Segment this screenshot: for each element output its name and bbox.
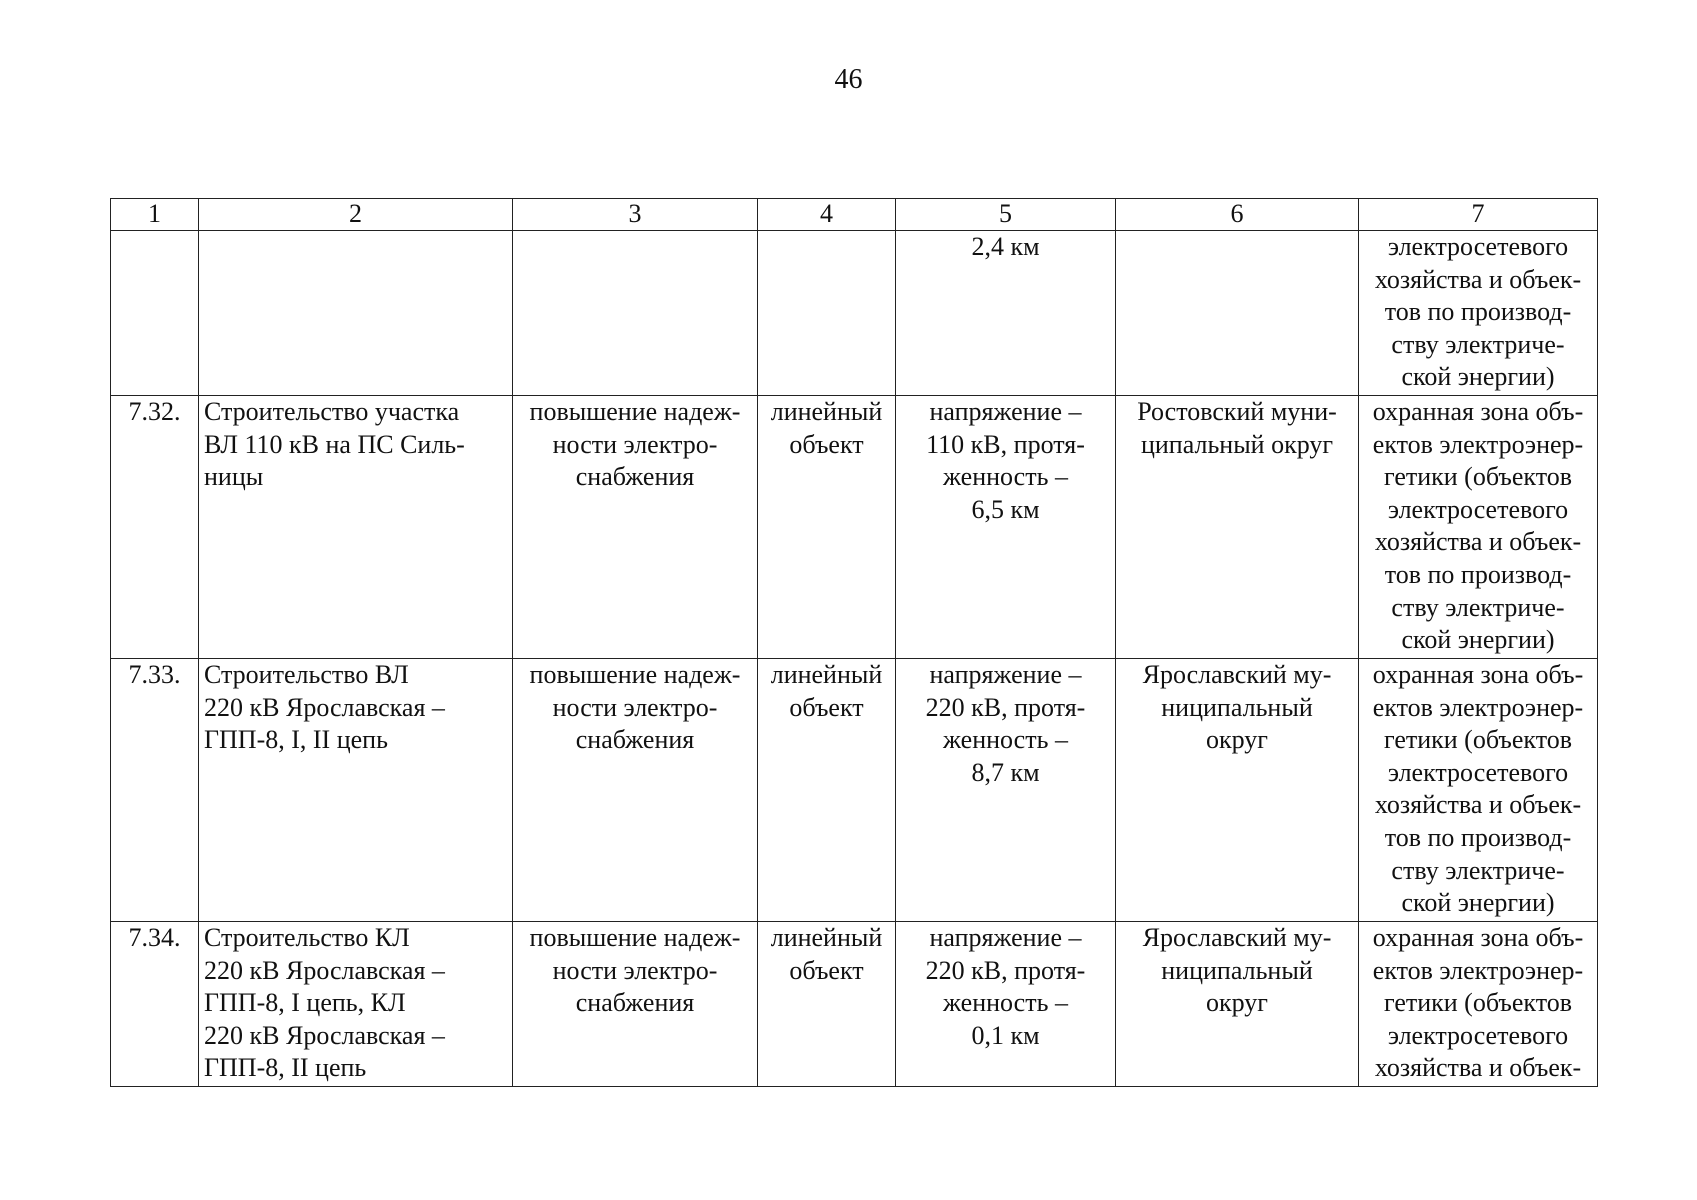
purpose-cell — [513, 922, 758, 1087]
zone-line: тов по производ- — [1384, 822, 1572, 852]
column-number-1: 1 — [111, 199, 199, 231]
specs-cell — [896, 231, 1116, 396]
page-number: 46 — [834, 64, 863, 95]
zone-line: ской энергии) — [1401, 888, 1555, 918]
name-line: 220 кВ Ярославская – — [204, 955, 445, 985]
type-line: линейный — [770, 923, 883, 952]
zone-line: охранная зона объ- — [1372, 660, 1584, 689]
name-line: ВЛ 110 кВ на ПС Силь- — [204, 429, 465, 459]
type-line: объект — [789, 429, 864, 459]
table-row — [111, 659, 1598, 922]
zone-line: ству электриче- — [1391, 329, 1565, 359]
name-line: Строительство участка — [204, 397, 460, 426]
name-line: 220 кВ Ярославская – — [204, 1020, 445, 1050]
column-number-4: 4 — [758, 199, 896, 231]
name-line: ницы — [204, 462, 264, 492]
zone-cell — [1359, 922, 1598, 1087]
purpose-line: повышение надеж- — [529, 397, 741, 426]
table-row — [111, 922, 1598, 1087]
purpose-line: ности электро- — [552, 429, 718, 459]
location-cell — [1116, 922, 1359, 1087]
object-type-cell — [758, 231, 896, 396]
object-name-cell — [199, 231, 513, 396]
location-line: округ — [1206, 725, 1268, 755]
name-line: ГПП-8, I, II цепь — [204, 725, 388, 755]
column-number-3: 3 — [513, 199, 758, 231]
object-type-cell — [758, 396, 896, 659]
name-line: ГПП-8, II цепь — [204, 1053, 367, 1083]
name-line: Строительство ВЛ — [204, 660, 409, 689]
column-number-2: 2 — [199, 199, 513, 231]
zone-line: хозяйства и объек- — [1374, 527, 1582, 557]
zone-line: гетики (объектов — [1384, 725, 1572, 755]
purpose-cell — [513, 659, 758, 922]
type-line: линейный — [770, 660, 883, 689]
purpose-line: снабжения — [575, 462, 695, 492]
specs-line: напряжение – — [929, 923, 1082, 952]
column-number-5: 5 — [896, 199, 1116, 231]
purpose-cell — [513, 231, 758, 396]
type-line: линейный — [770, 397, 883, 426]
zone-cell — [1359, 231, 1598, 396]
object-name-cell — [199, 659, 513, 922]
specs-line: женность – — [943, 725, 1068, 755]
column-number-row — [111, 199, 1598, 231]
location-line: Ярославский му- — [1142, 660, 1332, 689]
zone-line: ской энергии) — [1401, 625, 1555, 655]
specs-line: 220 кВ, протя- — [925, 955, 1086, 985]
zone-line: ству электриче- — [1391, 855, 1565, 885]
zone-line: ской энергии) — [1401, 362, 1555, 392]
zone-line: охранная зона объ- — [1372, 923, 1584, 952]
object-type-cell — [758, 922, 896, 1087]
name-line: ГПП-8, I цепь, КЛ — [204, 988, 406, 1018]
zone-line: тов по производ- — [1384, 297, 1572, 327]
specs-line: 2,4 км — [971, 232, 1040, 261]
purpose-cell — [513, 396, 758, 659]
zone-line: электросетевого — [1387, 494, 1569, 524]
row-number-cell: 7.34. — [111, 922, 199, 1087]
type-line: объект — [789, 692, 864, 722]
zone-line: охранная зона объ- — [1372, 397, 1584, 426]
zone-cell — [1359, 659, 1598, 922]
zone-line: хозяйства и объек- — [1374, 264, 1582, 294]
specs-line: 6,5 км — [971, 494, 1040, 524]
zone-line: ектов электроэнер- — [1372, 955, 1584, 985]
specs-line: напряжение – — [929, 660, 1082, 689]
objects-table — [110, 198, 1598, 1087]
column-number-7: 7 — [1359, 199, 1598, 231]
name-line: 220 кВ Ярославская – — [204, 692, 445, 722]
location-cell — [1116, 396, 1359, 659]
location-line: Ростовский муни- — [1137, 397, 1337, 426]
location-line: ниципальный — [1161, 692, 1313, 722]
table-row — [111, 396, 1598, 659]
purpose-line: ности электро- — [552, 955, 718, 985]
purpose-line: повышение надеж- — [529, 660, 741, 689]
location-line: округ — [1206, 988, 1268, 1018]
object-name-cell — [199, 396, 513, 659]
row-number-cell: 7.33. — [111, 659, 199, 922]
specs-cell — [896, 659, 1116, 922]
purpose-line: снабжения — [575, 725, 695, 755]
object-type-cell — [758, 659, 896, 922]
zone-line: ектов электроэнер- — [1372, 429, 1584, 459]
zone-line: гетики (объектов — [1384, 462, 1572, 492]
specs-line: 220 кВ, протя- — [925, 692, 1086, 722]
location-cell — [1116, 231, 1359, 396]
location-cell — [1116, 659, 1359, 922]
specs-cell — [896, 396, 1116, 659]
purpose-line: ности электро- — [552, 692, 718, 722]
specs-cell — [896, 922, 1116, 1087]
zone-line: ектов электроэнер- — [1372, 692, 1584, 722]
specs-line: женность – — [943, 462, 1068, 492]
zone-line: ству электриче- — [1391, 592, 1565, 622]
specs-line: женность – — [943, 988, 1068, 1018]
location-line: ципальный округ — [1140, 429, 1334, 459]
row-number-cell: 7.32. — [111, 396, 199, 659]
specs-line: 8,7 км — [971, 757, 1040, 787]
zone-cell — [1359, 396, 1598, 659]
zone-line: хозяйства и объек- — [1374, 790, 1582, 820]
location-line: Ярославский му- — [1142, 923, 1332, 952]
location-line: ниципальный — [1161, 955, 1313, 985]
type-line: объект — [789, 955, 864, 985]
specs-line: напряжение – — [929, 397, 1082, 426]
specs-line: 110 кВ, протя- — [926, 429, 1085, 459]
zone-line: электросетевого — [1387, 757, 1569, 787]
zone-line: тов по производ- — [1384, 559, 1572, 589]
name-line: Строительство КЛ — [204, 923, 410, 952]
row-number-cell — [111, 231, 199, 396]
table-row — [111, 231, 1598, 396]
column-number-6: 6 — [1116, 199, 1359, 231]
specs-line: 0,1 км — [971, 1020, 1040, 1050]
zone-line: электросетевого — [1387, 1020, 1569, 1050]
object-name-cell — [199, 922, 513, 1087]
purpose-line: снабжения — [575, 988, 695, 1018]
zone-line: электросетевого — [1387, 232, 1569, 261]
zone-line: хозяйства и объек- — [1374, 1053, 1582, 1083]
purpose-line: повышение надеж- — [529, 923, 741, 952]
zone-line: гетики (объектов — [1384, 988, 1572, 1018]
